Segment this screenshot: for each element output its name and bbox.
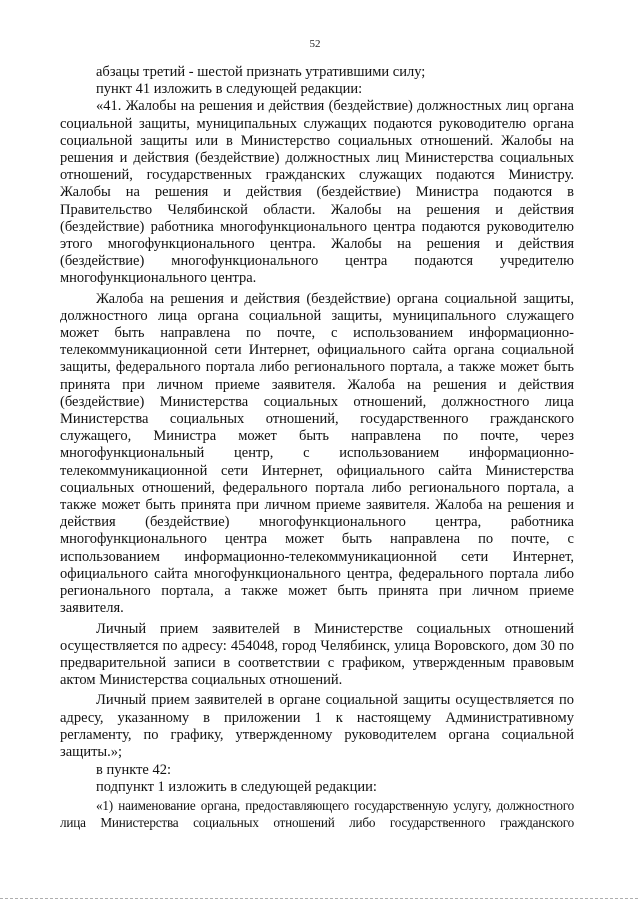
paragraph-item-42: в пункте 42: [96, 762, 172, 779]
paragraph-repeal-clauses: абзацы третий - шестой признать утратившими силу; [96, 64, 426, 80]
document-body [60, 64, 574, 831]
paragraph-subitem-1-intro: подпункт 1 изложить в следующей редакции: [96, 779, 377, 796]
paragraph-social-protection-reception: Личный прием заявителей в органе социальной защиты осуществляется по адресу, указанному в приложении 1 к настоящему Административному регламенту, по графику, утвержденному руководителем органа социальной защиты.»; [60, 692, 574, 760]
paragraph-ministry-reception: Личный прием заявителей в Министерстве социальных отношений осуществляется по адресу: 454048, город Челябинск, улица Воровского, дом 30 по предварительной записи в соответствии с графиком, утвержденным правовым актом Министерства социальных отношений. [60, 620, 574, 689]
paragraph-complaint-submission: Жалоба на решения и действия (бездействие) органа социальной защиты, должностного лица органа социальной защиты, муниципального служащего может быть направлена по почте, с использованием информационно-телекоммуникационной сети Интернет, официального сайта органа социальной защиты, федерального портала либо регионального портала, а также может быть принята при личном приеме заявителя. Жалоба на решения и действия (бездействие) Министерства социальных отношений, должностного лица Министерства социальных отношений, государственного гражданского служащего, Министра может быть направлена по почте, через многофункциональный центр, с использованием информационно-телекоммуникационной сети Интернет, официального сайта Министерства социальных отношений, федерального портала либо регионального портала, а также может быть принята при личном приеме заявителя. Жалоба на решения и действия (бездействие) многофункционального центра, работника многофункционального центра может быть направлена по почте, с использованием информационно-телекоммуникационной сети Интернет, официального сайта многофункционального центра, федерального портала либо регионального портала, а также может быть принята при личном приеме заявителя. [60, 290, 574, 617]
page-number: 52 [309, 38, 321, 50]
paragraph-item-41-intro: пункт 41 изложить в следующей редакции: [96, 81, 363, 98]
bottom-edge-rule [0, 898, 640, 899]
paragraph-subitem-1-text: «1) наименование органа, предоставляющего государственную услугу, должностного лица Министерства социальных отношений либо государственного гражданского [60, 797, 574, 830]
paragraph-complaints-addressees: «41. Жалобы на решения и действия (бездействие) должностных лиц органа социальной защиты, муниципальных служащих подаются руководителю органа социальной защиты или в Министерство социальных отношений. Жалобы на решения и действия (бездействие) должностных лиц Министерства социальных отношений, государственных гражданских служащих подаются Министру. Жалобы на решения и действия (бездействие) Министра подаются в Правительство Челябинской области. Жалобы на решения и действия (бездействие) работника многофункционального центра подаются руководителю этого многофункционального центра. Жалобы на решения и действия (бездействие) многофункционального центра подаются учредителю многофункционального центра. [60, 98, 574, 287]
